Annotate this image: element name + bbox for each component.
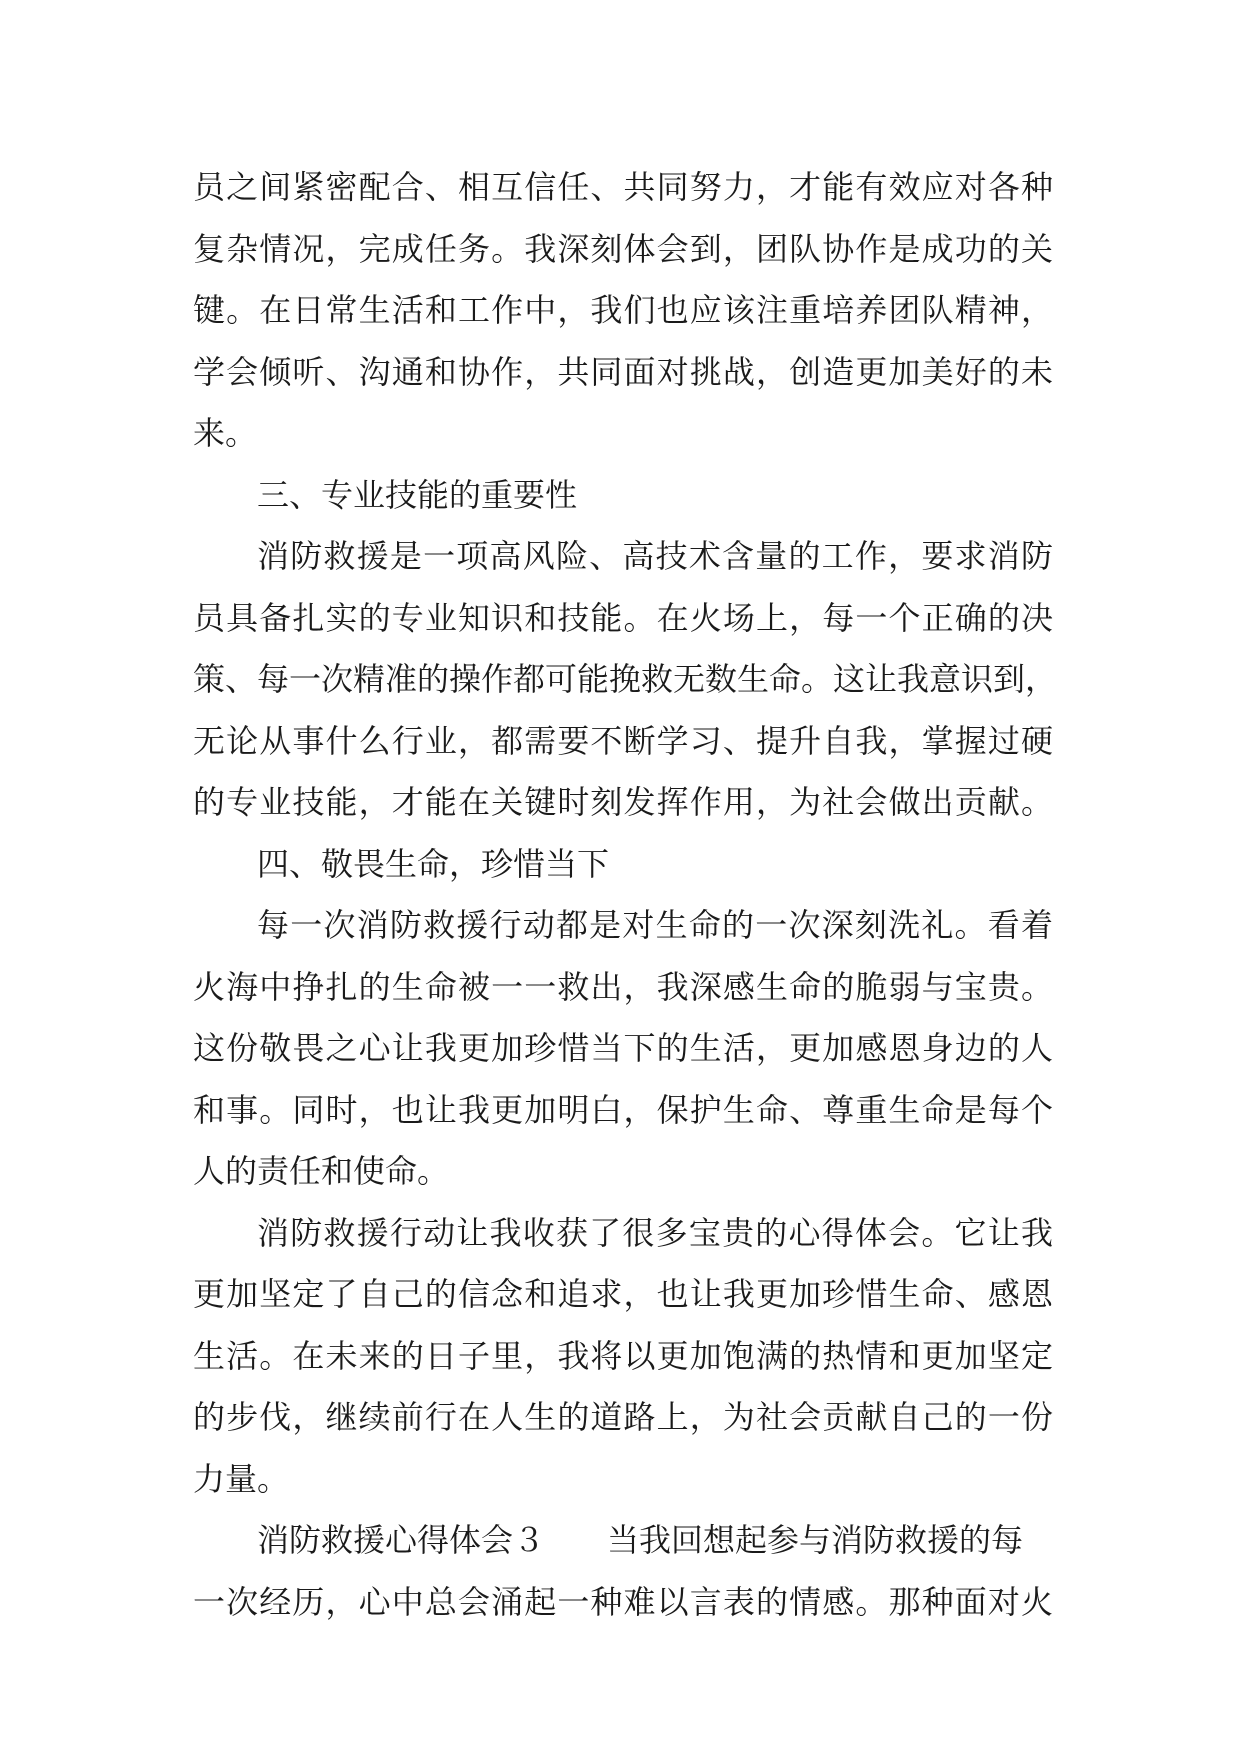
paragraph-line: 每一次消防救援行动都是对生命的一次深刻洗礼。看着 bbox=[257, 906, 1053, 944]
paragraph-line: 更加坚定了自己的信念和追求，也让我更加珍惜生命、感恩 bbox=[193, 1275, 1053, 1313]
paragraph-line: 消防救援行动让我收获了很多宝贵的心得体会。它让我 bbox=[257, 1213, 1053, 1252]
paragraph-line: 的步伐，继续前行在人生的道路上，为社会贡献自己的一份 bbox=[193, 1398, 1053, 1436]
paragraph-line: 员之间紧密配合、相互信任、共同努力，才能有效应对各种 bbox=[193, 168, 1053, 206]
paragraph-line: 火海中挣扎的生命被一一救出，我深感生命的脆弱与宝贵。 bbox=[193, 967, 1053, 1006]
paragraph-line: 一次经历，心中总会涌起一种难以言表的情感。那种面对火 bbox=[193, 1582, 1053, 1621]
paragraph-line: 力量。 bbox=[193, 1459, 290, 1498]
section-title-line bbox=[193, 1510, 1053, 1572]
paragraph-line: 复杂情况，完成任务。我深刻体会到，团队协作是成功的关 bbox=[193, 229, 1053, 268]
paragraph-line: 学会倾听、沟通和协作，共同面对挑战，创造更加美好的未 bbox=[193, 352, 1053, 391]
paragraph-line: 消防救援是一项高风险、高技术含量的工作，要求消防 bbox=[257, 537, 1053, 575]
section-heading: 三、专业技能的重要性 bbox=[257, 475, 578, 514]
paragraph-line: 人的责任和使命。 bbox=[193, 1152, 450, 1190]
section-heading: 四、敬畏生命，珍惜当下 bbox=[257, 844, 610, 883]
paragraph-line: 员具备扎实的专业知识和技能。在火场上，每一个正确的决 bbox=[193, 598, 1053, 637]
section-title-continuation: 当我回想起参与消防救援的每 bbox=[607, 1521, 1024, 1559]
section-title: 消防救援心得体会３ bbox=[257, 1521, 546, 1559]
paragraph-line: 这份敬畏之心让我更加珍惜当下的生活，更加感恩身边的人 bbox=[193, 1029, 1053, 1067]
paragraph-line: 无论从事什么行业，都需要不断学习、提升自我，掌握过硬 bbox=[193, 721, 1053, 760]
document-body bbox=[193, 157, 1058, 1633]
paragraph-line: 的专业技能，才能在关键时刻发挥作用，为社会做出贡献。 bbox=[193, 783, 1053, 821]
paragraph-line: 来。 bbox=[193, 414, 258, 452]
paragraph-line: 生活。在未来的日子里，我将以更加饱满的热情和更加坚定 bbox=[193, 1336, 1053, 1375]
paragraph-line: 策、每一次精准的操作都可能挽救无数生命。这让我意识到， bbox=[193, 660, 1058, 698]
paragraph-line: 和事。同时，也让我更加明白，保护生命、尊重生命是每个 bbox=[193, 1090, 1053, 1129]
paragraph-line: 键。在日常生活和工作中，我们也应该注重培养团队精神， bbox=[193, 291, 1053, 329]
